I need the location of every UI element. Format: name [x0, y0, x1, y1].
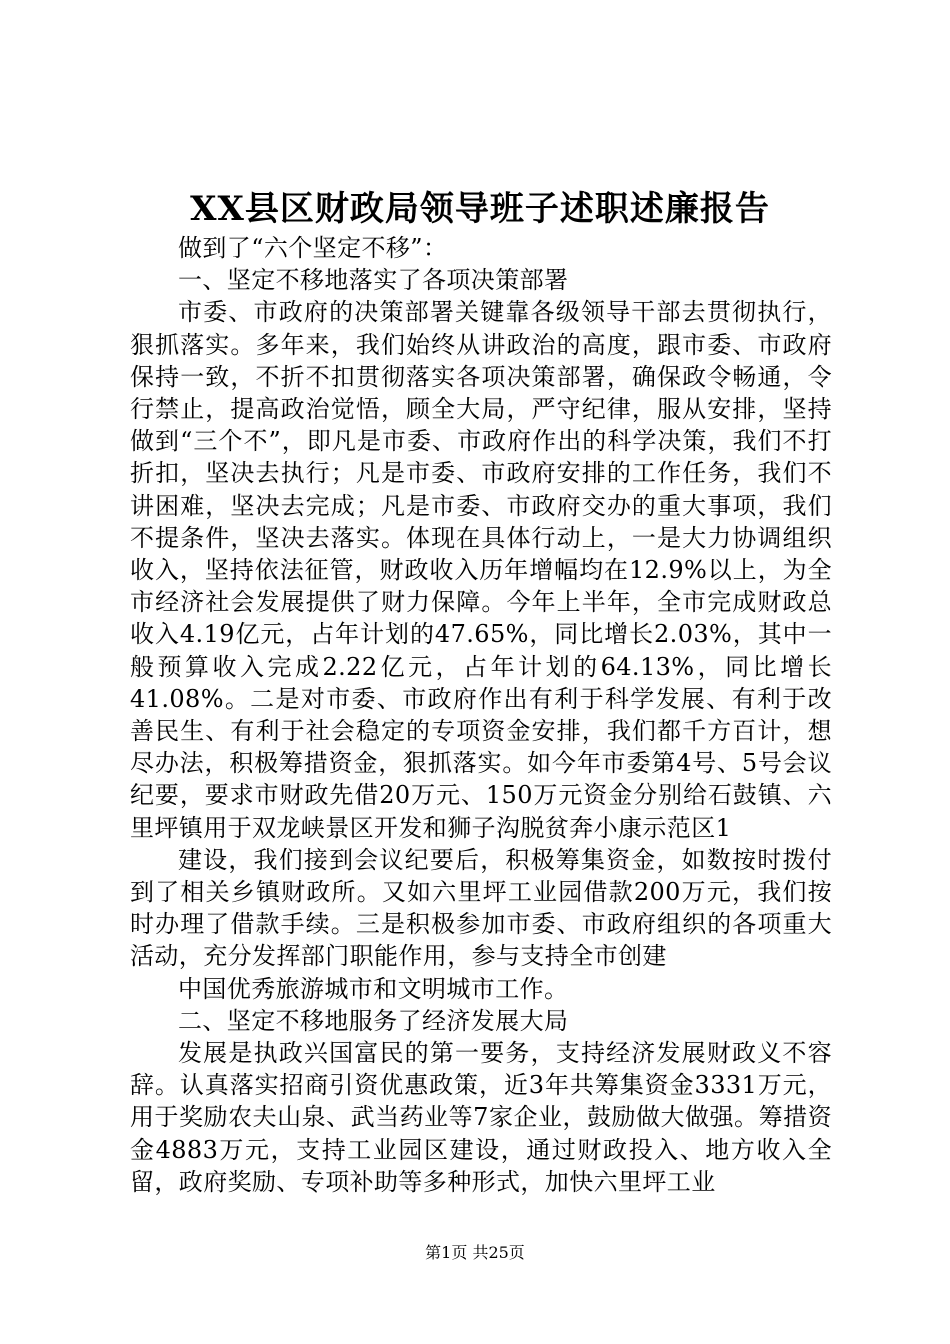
- document-title: XX县区财政局领导班子述职述廉报告: [190, 189, 770, 229]
- document-body: [130, 232, 832, 1198]
- body-paragraph: 发展是执政兴国富民的第一要务，支持经济发展财政义不容辞。认真落实招商引资优惠政策，近3年共筹集资金3331万元，用于奖励农夫山泉、武当药业等7家企业，鼓励做大做强。筹措资金4883万元，支持工业园区建设，通过财政投入、地方收入全留，政府奖励、专项补助等多种形式，加快六里坪工业: [130, 1039, 832, 1196]
- body-paragraph: 市委、市政府的决策部署关键靠各级领导干部去贯彻执行，狠抓落实。多年来，我们始终从讲政治的高度，跟市委、市政府保持一致，不折不扣贯彻落实各项决策部署，确保政令畅通，令行禁止，提高政治觉悟，顾全大局，严守纪律，服从安排，坚持做到“三个不”，即凡是市委、市政府作出的科学决策，我们不打折扣，坚决去执行；凡是市委、市政府安排的工作任务，我们不讲困难，坚决去完成；凡是市委、市政府交办的重大事项，我们不提条件，坚决去落实。体现在具体行动上，一是大力协调组织收入，坚持依法征管，财政收入历年增幅均在12.9%以上，为全市经济社会发展提供了财力保障。今年上半年，全市完成财政总收入4.19亿元，占年计划的47.65%，同比增长2.03%，其中一般预算收入完成2.22亿元，占年计划的64.13%，同比增长41.08%。二是对市委、市政府作出有利于科学发展、有利于改善民生、有利于社会稳定的专项资金安排，我们都千方百计，想尽办法，积极筹措资金，狠抓落实。如今年市委第4号、5号会议纪要，要求市财政先借20万元、150万元资金分别给石鼓镇、六里坪镇用于双龙峡景区开发和狮子沟脱贫奔小康示范区1: [130, 298, 832, 842]
- page-number-footer: 第1页 共25页: [425, 1243, 525, 1262]
- body-paragraph: 建设，我们接到会议纪要后，积极筹集资金，如数按时拨付到了相关乡镇财政所。又如六里坪工业园借款200万元，我们按时办理了借款手续。三是积极参加市委、市政府组织的各项重大活动，充分发挥部门职能作用，参与支持全市创建: [130, 845, 832, 971]
- section-heading-2: 二、坚定不移地服务了经济发展大局: [178, 1006, 569, 1035]
- section-heading-1: 一、坚定不移地落实了各项决策部署: [178, 266, 569, 295]
- intro-paragraph: 做到了“六个坚定不移”：: [178, 234, 448, 262]
- body-paragraph: 中国优秀旅游城市和文明城市工作。: [178, 974, 569, 1003]
